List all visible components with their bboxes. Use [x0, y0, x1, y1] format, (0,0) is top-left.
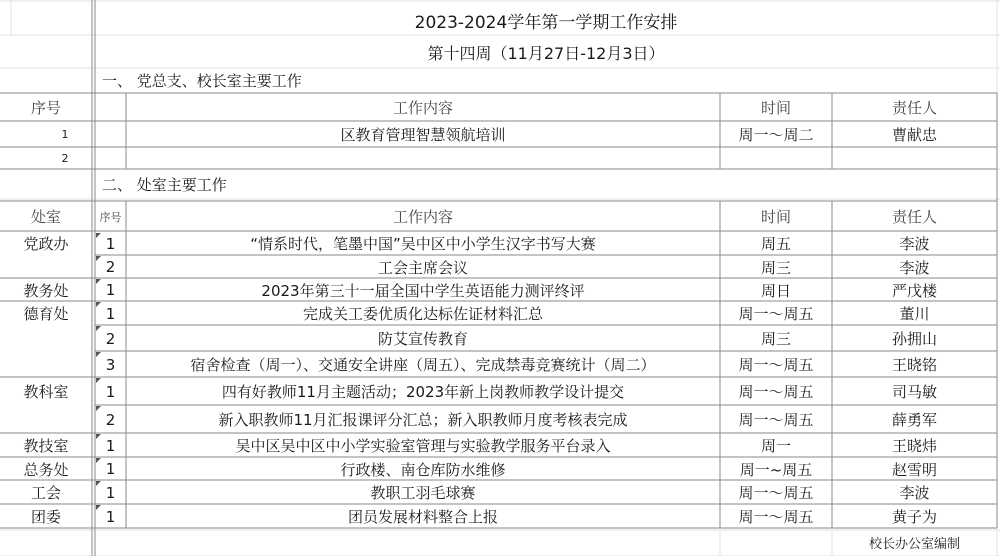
s1-header-owner: 责任人 — [891, 99, 937, 117]
row-no-cell: 1 — [105, 304, 116, 323]
page-title: 2023-2024学年第一学期工作安排 — [414, 12, 678, 33]
s2-header-content: 工作内容 — [392, 208, 453, 226]
time-cell: 周一～周五 — [738, 484, 814, 502]
content-cell: 四有好教师11月主题活动；2023年新上岗教师教学设计提交 — [221, 383, 625, 401]
owner-cell: 李波 — [899, 484, 930, 502]
content-cell: 团员发展材料整合上报 — [347, 508, 498, 526]
dept-cell: 教务处 — [23, 281, 69, 300]
s1-row-content: 区教育管理智慧领航培训 — [340, 126, 506, 144]
s1-row-time: 周一～周二 — [738, 126, 814, 144]
time-cell: 周一～周五 — [738, 305, 814, 323]
time-cell: 周一～周五 — [738, 383, 814, 401]
owner-cell: 司马敏 — [891, 383, 937, 401]
row-no-cell: 1 — [105, 507, 116, 526]
owner-cell: 严戊楼 — [891, 281, 937, 300]
content-cell: 2023年第三十一届全国中学生英语能力测评终评 — [261, 281, 585, 300]
owner-cell: 李波 — [899, 235, 930, 253]
week-subtitle: 第十四周（11月27日-12月3日） — [427, 43, 665, 63]
s1-header-no: 序号 — [30, 99, 61, 117]
time-cell: 周一～周五 — [738, 508, 814, 526]
s2-header-dept: 处室 — [30, 208, 61, 226]
section-1-heading: 一、 党总支、校长室主要工作 — [102, 72, 302, 90]
dept-cell: 德育处 — [23, 305, 69, 323]
row-no-cell: 1 — [105, 436, 116, 455]
time-cell: 周一 — [760, 437, 791, 455]
content-cell: 防艾宣传教育 — [377, 330, 468, 348]
content-cell: 工会主席会议 — [377, 258, 468, 277]
owner-cell: 薛勇军 — [891, 411, 937, 429]
time-cell: 周三 — [760, 330, 791, 348]
row-no-cell: 1 — [105, 234, 116, 253]
content-cell: 吴中区吴中区中小学实验室管理与实验教学服务平台录入 — [235, 437, 611, 455]
section-2-heading: 二、 处室主要工作 — [102, 176, 227, 194]
owner-cell: 孙拥山 — [891, 330, 937, 348]
time-cell: 周日 — [760, 281, 791, 300]
dept-cell: 教科室 — [23, 383, 69, 401]
dept-cell: 教技室 — [23, 437, 69, 455]
owner-cell: 黄子为 — [891, 508, 937, 526]
row-no-cell: 1 — [105, 483, 116, 502]
time-cell: 周一~周五 — [739, 460, 813, 479]
content-cell: 宿舍检查（周一）、交通安全讲座（周五）、完成禁毒竞赛统计（周二） — [190, 356, 656, 374]
dept-cell: 团委 — [30, 508, 61, 526]
time-cell: 周五 — [760, 235, 791, 253]
time-cell: 周一～周五 — [738, 356, 814, 374]
content-cell: “情系时代，笔墨中国”吴中区中小学生汉字书写大赛 — [250, 235, 596, 253]
content-cell: 新入职教师11月汇报课评分汇总；新入职教师月度考核表完成 — [218, 411, 628, 429]
owner-cell: 王晓铭 — [891, 356, 937, 374]
s2-header-no: 序号 — [99, 210, 122, 224]
owner-cell: 董川 — [899, 305, 930, 323]
footer-credit: 校长办公室编制 — [868, 536, 960, 552]
s2-header-time: 时间 — [760, 208, 791, 226]
row-no-cell: 1 — [105, 460, 116, 478]
content-cell: 行政楼、南仓库防水维修 — [340, 460, 506, 479]
owner-cell: 李波 — [899, 258, 930, 277]
dept-cell: 工会 — [30, 484, 61, 502]
owner-cell: 赵雪明 — [891, 460, 937, 479]
row-no-cell: 2 — [105, 258, 116, 276]
s1-header-time: 时间 — [760, 99, 791, 117]
time-cell: 周一～周五 — [738, 411, 814, 429]
s2-header-owner: 责任人 — [891, 208, 937, 226]
row-no-cell: 2 — [105, 410, 116, 429]
dept-cell: 党政办 — [23, 235, 69, 253]
content-cell: 完成关工委优质化达标佐证材料汇总 — [302, 305, 543, 323]
s1-row-no: 2 — [61, 152, 69, 165]
time-cell: 周三 — [760, 258, 791, 277]
row-no-cell: 1 — [105, 281, 116, 299]
s1-row-owner: 曹献忠 — [891, 126, 937, 144]
row-no-cell: 1 — [105, 382, 116, 401]
s1-header-content: 工作内容 — [392, 99, 453, 117]
s1-row-no: 1 — [61, 128, 69, 141]
row-no-cell: 2 — [105, 329, 116, 348]
content-cell: 教职工羽毛球赛 — [370, 484, 476, 502]
dept-cell: 总务处 — [23, 460, 69, 479]
row-no-cell: 3 — [105, 355, 116, 374]
owner-cell: 王晓炜 — [891, 437, 937, 455]
